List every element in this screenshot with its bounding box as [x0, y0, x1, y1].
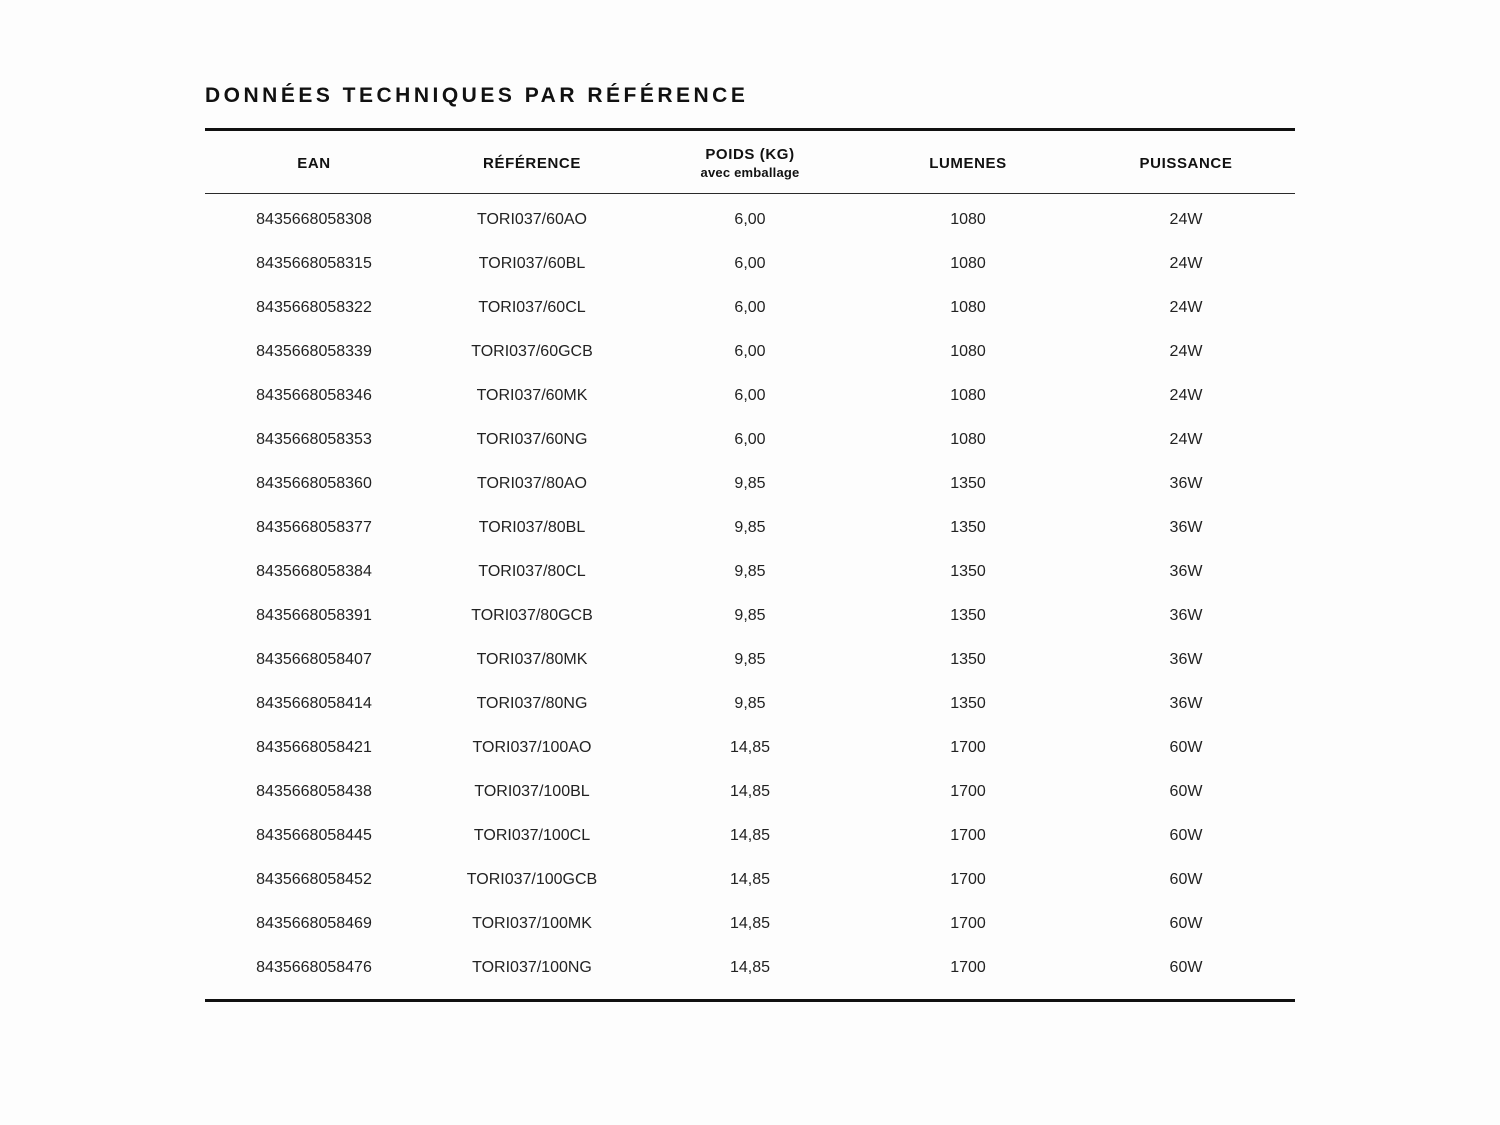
cell-poids: 6,00 [734, 431, 766, 448]
cell-reference: TORI037/60AO [477, 211, 587, 228]
cell-lumenes: 1080 [950, 431, 986, 448]
table-row [205, 374, 1295, 418]
cell-lumenes: 1700 [950, 827, 986, 844]
cell-poids: 14,85 [729, 871, 771, 888]
cell-poids: 9,85 [734, 519, 766, 536]
table-row [205, 550, 1295, 594]
cell-lumenes: 1350 [950, 695, 986, 712]
cell-lumenes: 1080 [950, 299, 986, 316]
cell-poids: 14,85 [729, 959, 771, 976]
cell-lumenes: 1700 [950, 783, 986, 800]
cell-puissance: 60W [1169, 739, 1203, 756]
cell-puissance: 36W [1169, 519, 1203, 536]
cell-ean: 8435668058476 [256, 959, 372, 976]
cell-reference: TORI037/80NG [476, 695, 588, 712]
cell-ean: 8435668058377 [256, 519, 372, 536]
cell-reference: TORI037/100NG [472, 959, 592, 976]
table-row [205, 638, 1295, 682]
cell-lumenes: 1350 [950, 651, 986, 668]
table-body [205, 194, 1295, 1001]
cell-lumenes: 1350 [950, 519, 986, 536]
cell-poids: 9,85 [734, 475, 766, 492]
cell-reference: TORI037/100MK [472, 915, 592, 932]
cell-puissance: 60W [1169, 959, 1203, 976]
cell-puissance: 36W [1169, 475, 1203, 492]
cell-puissance: 24W [1169, 299, 1203, 316]
cell-lumenes: 1700 [950, 959, 986, 976]
cell-puissance: 24W [1169, 255, 1203, 272]
cell-poids: 6,00 [734, 299, 766, 316]
cell-lumenes: 1350 [950, 563, 986, 580]
table-row [205, 814, 1295, 858]
cell-puissance: 36W [1169, 695, 1203, 712]
cell-reference: TORI037/100GCB [466, 871, 598, 888]
table-header [205, 130, 1295, 194]
cell-lumenes: 1350 [950, 607, 986, 624]
cell-puissance: 60W [1169, 871, 1203, 888]
cell-poids: 9,85 [734, 695, 766, 712]
column-header-label: PUISSANCE [1139, 154, 1233, 172]
cell-ean: 8435668058346 [256, 387, 372, 404]
cell-reference: TORI037/60CL [478, 299, 586, 316]
cell-ean: 8435668058353 [256, 431, 372, 448]
cell-reference: TORI037/80MK [476, 651, 588, 668]
column-header-label: RÉFÉRENCE [483, 154, 581, 172]
column-header-label: LUMENES [929, 154, 1007, 172]
cell-puissance: 24W [1169, 387, 1203, 404]
table-row [205, 770, 1295, 814]
column-header-puissance [1077, 130, 1295, 194]
technical-data-page [205, 84, 1295, 1002]
cell-poids: 14,85 [729, 915, 771, 932]
table-row [205, 946, 1295, 1001]
column-header-lumenes [859, 130, 1077, 194]
table-row [205, 286, 1295, 330]
cell-ean: 8435668058322 [256, 299, 372, 316]
column-header-ean [205, 130, 423, 194]
cell-puissance: 60W [1169, 915, 1203, 932]
cell-ean: 8435668058315 [256, 255, 372, 272]
cell-puissance: 24W [1169, 211, 1203, 228]
cell-reference: TORI037/80BL [478, 519, 586, 536]
table-row [205, 330, 1295, 374]
table-row [205, 194, 1295, 243]
cell-ean: 8435668058407 [256, 651, 372, 668]
cell-puissance: 60W [1169, 827, 1203, 844]
cell-reference: TORI037/60NG [476, 431, 588, 448]
cell-ean: 8435668058421 [256, 739, 372, 756]
cell-ean: 8435668058414 [256, 695, 372, 712]
column-header-poids [641, 130, 859, 194]
cell-lumenes: 1080 [950, 387, 986, 404]
table-row [205, 682, 1295, 726]
cell-lumenes: 1700 [950, 739, 986, 756]
cell-poids: 6,00 [734, 211, 766, 228]
cell-lumenes: 1080 [950, 255, 986, 272]
cell-ean: 8435668058445 [256, 827, 372, 844]
cell-puissance: 36W [1169, 563, 1203, 580]
cell-puissance: 60W [1169, 783, 1203, 800]
cell-lumenes: 1080 [950, 343, 986, 360]
cell-ean: 8435668058339 [256, 343, 372, 360]
cell-reference: TORI037/80GCB [471, 607, 593, 624]
cell-ean: 8435668058384 [256, 563, 372, 580]
cell-puissance: 36W [1169, 607, 1203, 624]
cell-puissance: 24W [1169, 343, 1203, 360]
column-header-sublabel: avec emballage [700, 165, 800, 180]
cell-ean: 8435668058360 [256, 475, 372, 492]
cell-reference: TORI037/80CL [478, 563, 586, 580]
technical-data-table [205, 128, 1295, 1002]
cell-ean: 8435668058469 [256, 915, 372, 932]
cell-lumenes: 1700 [950, 915, 986, 932]
table-row [205, 242, 1295, 286]
cell-lumenes: 1700 [950, 871, 986, 888]
cell-ean: 8435668058391 [256, 607, 372, 624]
cell-ean: 8435668058308 [256, 211, 372, 228]
table-row [205, 902, 1295, 946]
table-row [205, 462, 1295, 506]
table-row [205, 858, 1295, 902]
cell-poids: 6,00 [734, 343, 766, 360]
cell-lumenes: 1080 [950, 211, 986, 228]
cell-puissance: 24W [1169, 431, 1203, 448]
page-title: DONNÉES TECHNIQUES PAR RÉFÉRENCE [205, 84, 749, 107]
cell-poids: 9,85 [734, 563, 766, 580]
cell-reference: TORI037/80AO [477, 475, 587, 492]
cell-ean: 8435668058438 [256, 783, 372, 800]
column-header-label: EAN [297, 154, 331, 172]
cell-poids: 9,85 [734, 651, 766, 668]
cell-puissance: 36W [1169, 651, 1203, 668]
cell-reference: TORI037/60BL [478, 255, 586, 272]
cell-reference: TORI037/60MK [476, 387, 588, 404]
table-row [205, 594, 1295, 638]
cell-poids: 14,85 [729, 783, 771, 800]
cell-reference: TORI037/60GCB [471, 343, 593, 360]
table-row [205, 506, 1295, 550]
cell-lumenes: 1350 [950, 475, 986, 492]
table-row [205, 418, 1295, 462]
cell-reference: TORI037/100BL [474, 783, 590, 800]
cell-poids: 14,85 [729, 827, 771, 844]
table-row [205, 726, 1295, 770]
cell-poids: 9,85 [734, 607, 766, 624]
table-header-row [205, 130, 1295, 194]
cell-reference: TORI037/100CL [473, 827, 591, 844]
cell-poids: 6,00 [734, 255, 766, 272]
cell-reference: TORI037/100AO [472, 739, 592, 756]
cell-ean: 8435668058452 [256, 871, 372, 888]
column-header-reference [423, 130, 641, 194]
cell-poids: 14,85 [729, 739, 771, 756]
cell-poids: 6,00 [734, 387, 766, 404]
column-header-label: POIDS (KG) [705, 146, 795, 163]
